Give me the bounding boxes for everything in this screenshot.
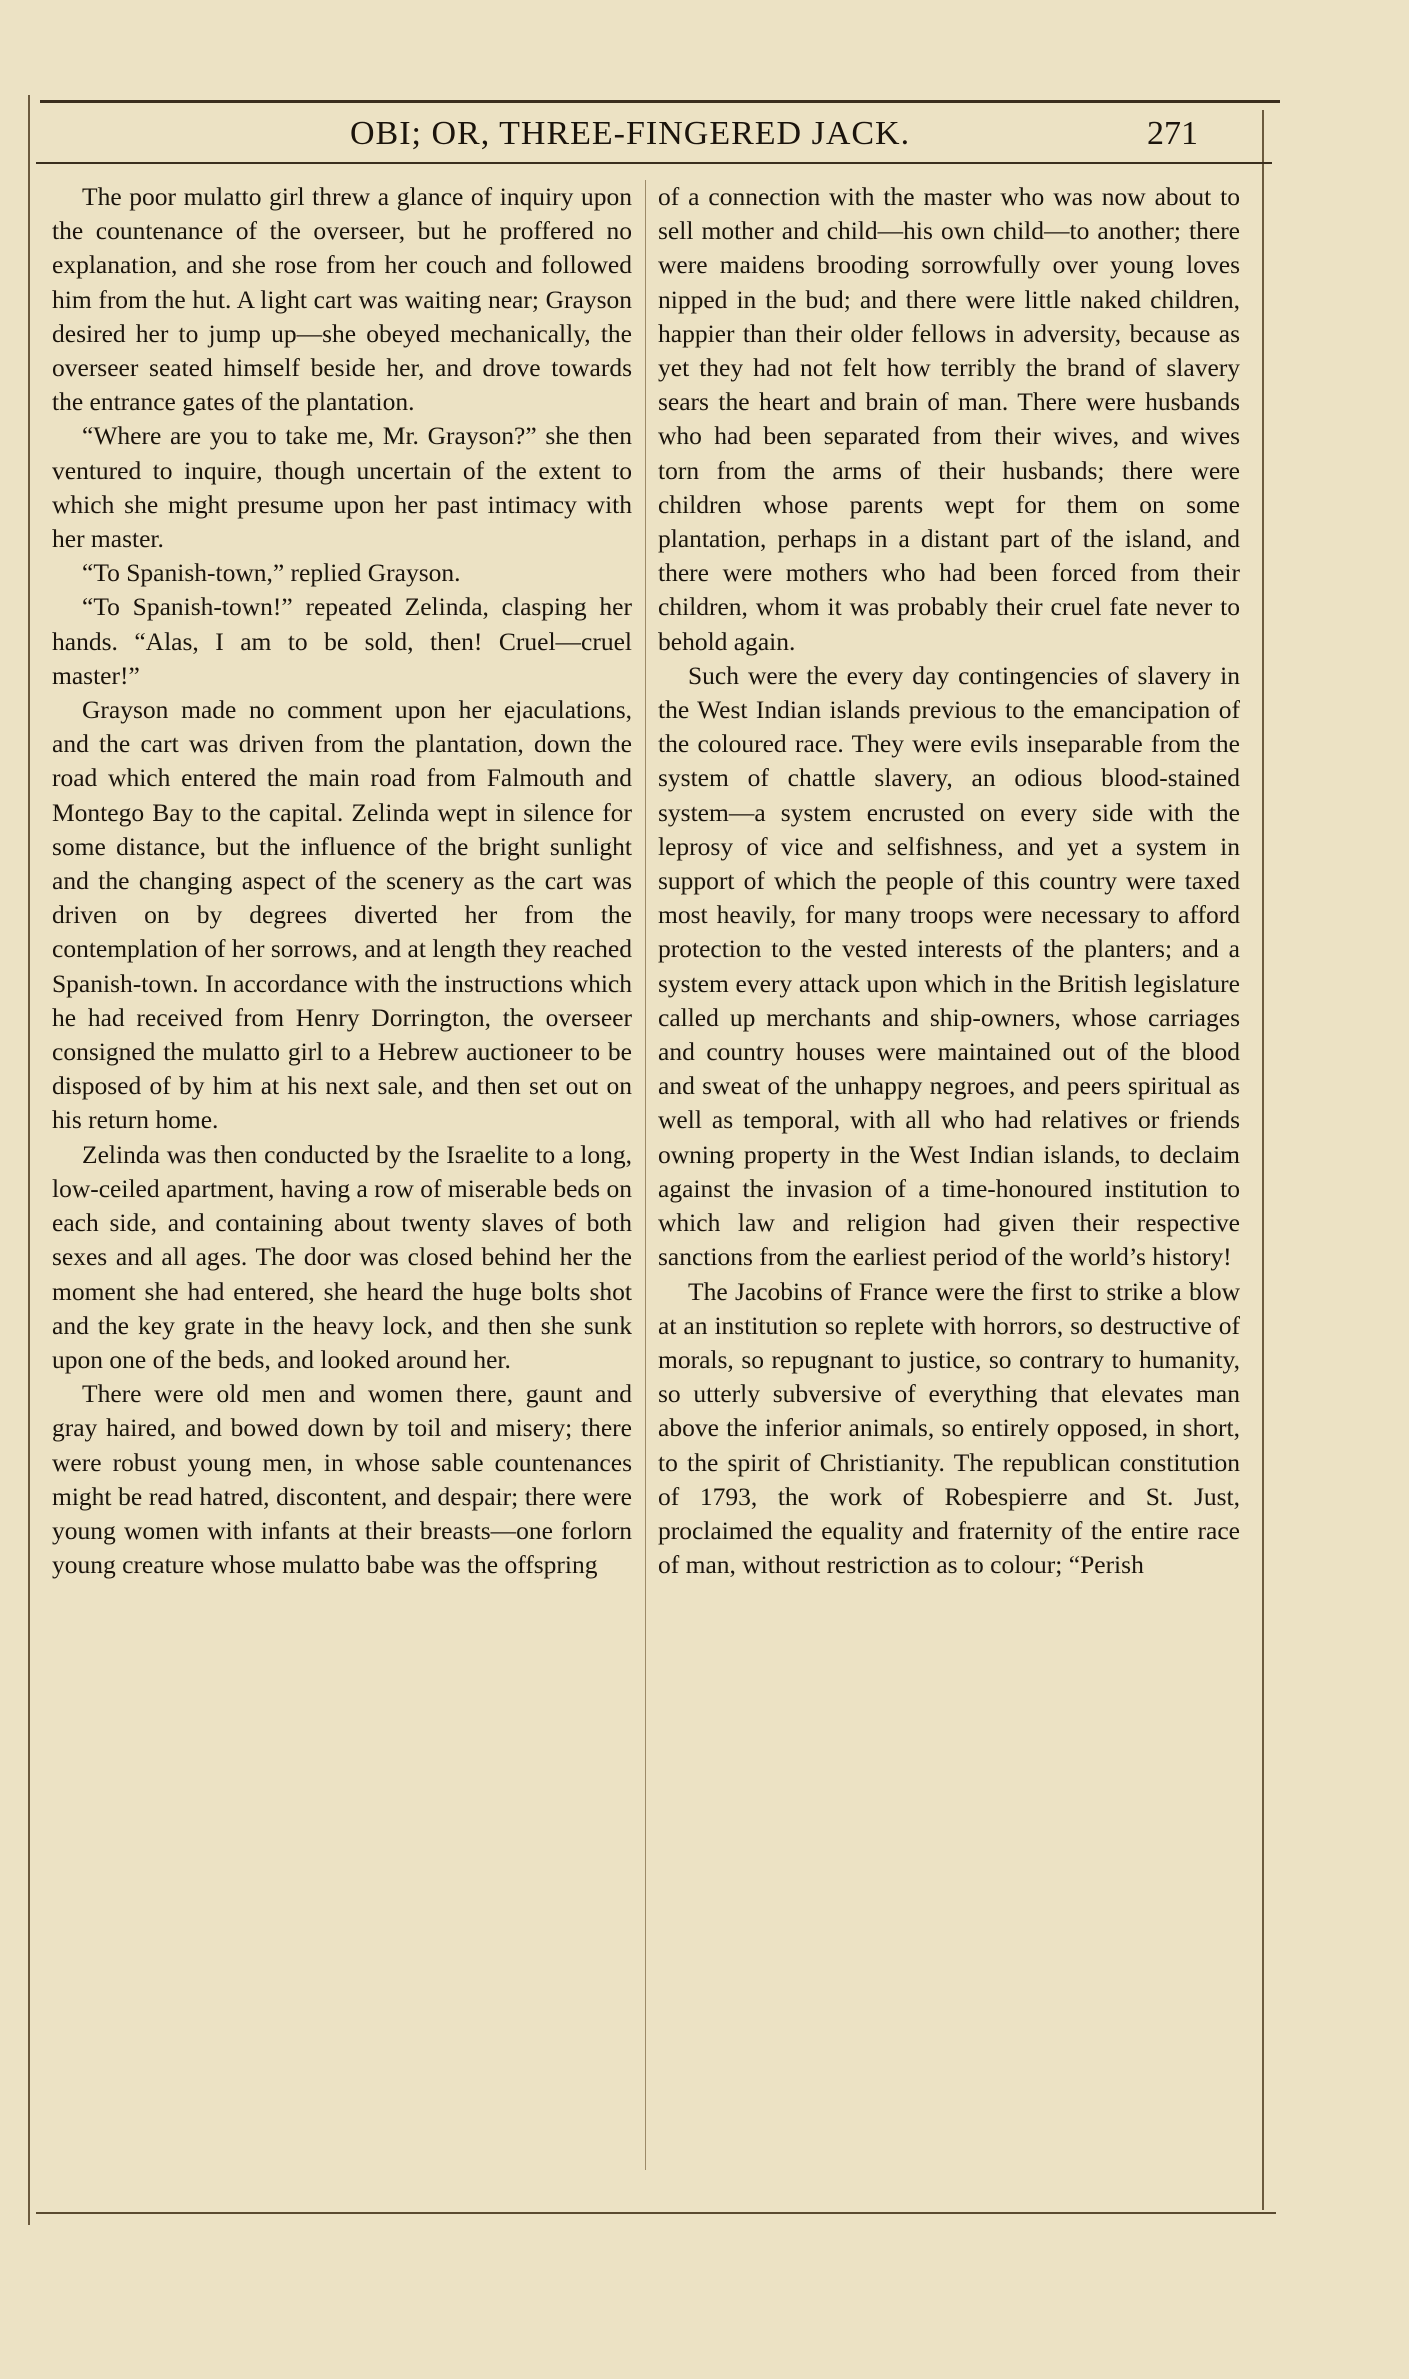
paragraph: “To Spanish-town,” replied Grayson. xyxy=(82,558,461,588)
paragraph: The Jacobins of France were the first to strike a blow at an institution so replete with horrors, so destructive of morals, so repugnant to justice, so contrary to humanity, so utterly subversive of everything that elevates man above the inferior animals, so entirely opposed, in short, to the spirit of Christianity. The republican constitution of 1793, the work of Robespierre and St. Just, proclaimed the equality and fraternity of the entire race of man, without restriction as to colour; “Perish xyxy=(658,1276,1240,1580)
left-column xyxy=(52,180,632,1582)
page-number: 271 xyxy=(1147,115,1198,152)
right-column xyxy=(658,180,1240,1582)
paragraph: Grayson made no comment upon her ejaculations, and the cart was driven from the plantation, down the road which entered the main road from Falmouth and Montego Bay to the capital. Zelinda wept in silence for some distance, but the influence of the bright sunlight and the changing aspect of the scenery as the cart was driven on by degrees diverted her from the contemplation of her sorrows, and at length they reached Spanish-town. In accordance with the instructions which he had received from Henry Dorrington, the overseer consigned the mulatto girl to a Hebrew auctioneer to be disposed of by him at his next sale, and then set out on his return home. xyxy=(52,695,632,1135)
top-rule xyxy=(40,100,1280,103)
paragraph: of a connection with the master who was now about to sell mother and child—his own child—to another; there were maidens brooding sorrowfully over young loves nipped in the bud; and there were little naked children, happier than their older fellows in adversity, because as yet they had not felt how terribly the brand of slavery sears the heart and brain of man. There were husbands who had been separated from their wives, and wives torn from the arms of their husbands; there were children whose parents wept for them on some plantation, perhaps in a distant part of the island, and there were mothers who had been forced from their children, whom it was probably their cruel fate never to behold again. xyxy=(658,182,1240,656)
paragraph: Zelinda was then conducted by the Israelite to a long, low-ceiled apartment, having a row of miserable beds on each side, and containing about twenty slaves of both sexes and all ages. The door was closed behind her the moment she had entered, she heard the huge bolts shot and the key grate in the heavy lock, and then she sunk upon one of the beds, and looked around her. xyxy=(52,1139,632,1374)
paragraph: There were old men and women there, gaunt and gray haired, and bowed down by toil and misery; there were robust young men, in whose sable countenances might be read hatred, discontent, and despair; there were young women with infants at their breasts—one forlorn young creature whose mulatto babe was the offspring xyxy=(52,1379,632,1580)
paragraph: The poor mulatto girl threw a glance of inquiry upon the countenance of the overseer, but he proffered no explanation, and she rose from her couch and followed him from the hut. A light cart was waiting near; Grayson desired her to jump up—she obeyed mechanically, the overseer seated himself beside her, and drove towards the entrance gates of the plantation. xyxy=(52,182,632,417)
page-header xyxy=(40,110,1240,160)
paragraph: “To Spanish-town!” repeated Zelinda, clasping her hands. “Alas, I am to be sold, then! Cruel—cruel master!” xyxy=(52,592,632,690)
paragraph: Such were the every day contingencies of slavery in the West Indian islands previous to the emancipation of the coloured race. They were evils inseparable from the system of chattle slavery, an odious blood-stained system—a system encrusted on every side with the leprosy of vice and selfishness, and yet a system in support of which the people of this country were taxed most heavily, for many troops were necessary to afford protection to the vested interests of the planters; and a system every attack upon which in the British legislature called up merchants and ship-owners, whose carriages and country houses were maintained out of the blood and sweat of the unhappy negroes, and peers spiritual as well as temporal, with all who had relatives or friends owning property in the West Indian islands, to declaim against the invasion of a time-honoured institution to which law and religion had given their respective sanctions from the earliest period of the world’s history! xyxy=(658,660,1240,1272)
paragraph: “Where are you to take me, Mr. Grayson?” she then ventured to inquire, though uncertain of the extent to which she might presume upon her past intimacy with her master. xyxy=(52,421,632,554)
column-divider xyxy=(645,180,646,2170)
right-margin-rule xyxy=(1262,110,1264,2210)
header-rule xyxy=(36,162,1272,164)
running-title: OBI; OR, THREE-FINGERED JACK. xyxy=(350,115,911,152)
bottom-rule xyxy=(36,2212,1276,2214)
